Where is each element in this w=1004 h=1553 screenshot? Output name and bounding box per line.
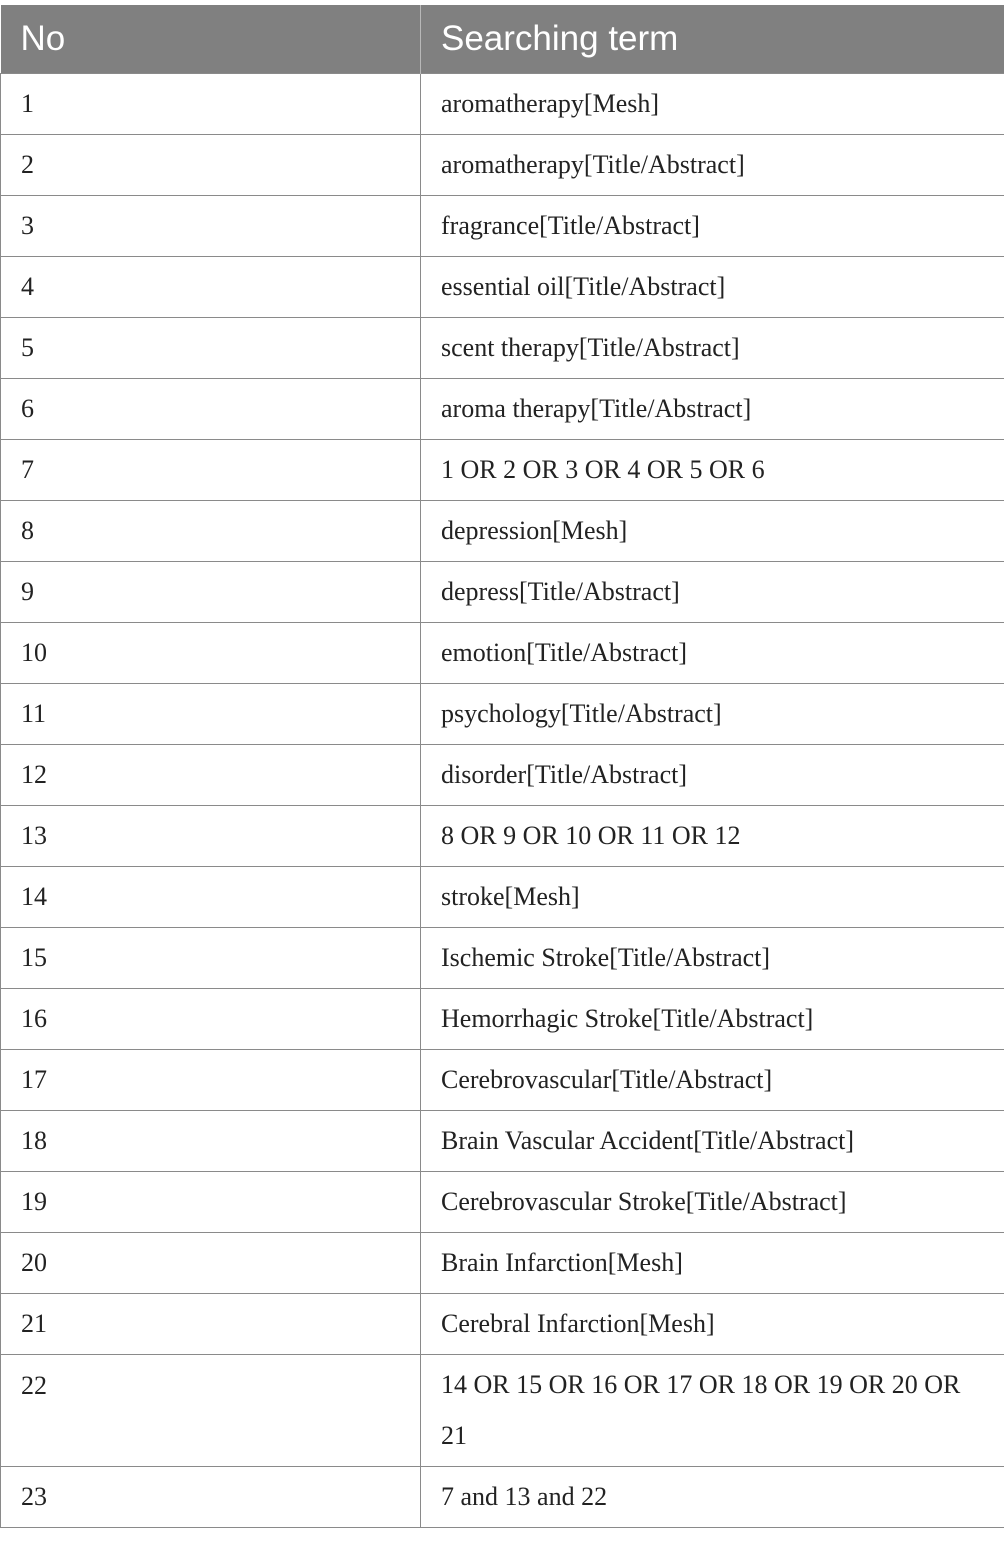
row-no: 16 <box>1 988 421 1049</box>
table-header <box>1 5 1004 73</box>
row-term: 8 OR 9 OR 10 OR 11 OR 12 <box>421 805 1004 866</box>
row-term: aroma therapy[Title/Abstract] <box>421 378 1004 439</box>
row-no: 6 <box>1 378 421 439</box>
row-term: psychology[Title/Abstract] <box>421 683 1004 744</box>
table-row <box>1 439 1004 500</box>
table-row <box>1 1049 1004 1110</box>
row-no: 10 <box>1 622 421 683</box>
row-term: aromatherapy[Title/Abstract] <box>421 134 1004 195</box>
row-no: 12 <box>1 744 421 805</box>
row-no: 21 <box>1 1293 421 1354</box>
row-term: Cerebrovascular Stroke[Title/Abstract] <box>421 1171 1004 1232</box>
row-no: 20 <box>1 1232 421 1293</box>
table-row <box>1 134 1004 195</box>
row-no: 5 <box>1 317 421 378</box>
table-row <box>1 1354 1004 1466</box>
search-terms-table <box>0 5 1004 1528</box>
row-no: 18 <box>1 1110 421 1171</box>
table-row <box>1 1232 1004 1293</box>
table-body <box>1 73 1004 1527</box>
row-no: 7 <box>1 439 421 500</box>
row-term: 1 OR 2 OR 3 OR 4 OR 5 OR 6 <box>421 439 1004 500</box>
row-term: depression[Mesh] <box>421 500 1004 561</box>
row-term: scent therapy[Title/Abstract] <box>421 317 1004 378</box>
header-row <box>1 5 1004 73</box>
row-no: 4 <box>1 256 421 317</box>
table-row <box>1 73 1004 134</box>
table-row <box>1 1171 1004 1232</box>
table-row <box>1 927 1004 988</box>
row-term: disorder[Title/Abstract] <box>421 744 1004 805</box>
row-no: 8 <box>1 500 421 561</box>
row-term: Cerebral Infarction[Mesh] <box>421 1293 1004 1354</box>
row-no: 9 <box>1 561 421 622</box>
row-term: depress[Title/Abstract] <box>421 561 1004 622</box>
table-row <box>1 317 1004 378</box>
table-row <box>1 500 1004 561</box>
row-term: Brain Vascular Accident[Title/Abstract] <box>421 1110 1004 1171</box>
row-no: 1 <box>1 73 421 134</box>
table-row <box>1 256 1004 317</box>
row-term: 14 OR 15 OR 16 OR 17 OR 18 OR 19 OR 20 OR 21 <box>421 1354 1004 1466</box>
row-no: 13 <box>1 805 421 866</box>
row-term: fragrance[Title/Abstract] <box>421 195 1004 256</box>
row-no: 23 <box>1 1466 421 1527</box>
row-no: 14 <box>1 866 421 927</box>
table-row <box>1 378 1004 439</box>
table-row <box>1 866 1004 927</box>
row-term: Cerebrovascular[Title/Abstract] <box>421 1049 1004 1110</box>
header-searching-term: Searching term <box>421 5 1004 73</box>
row-no: 2 <box>1 134 421 195</box>
row-term: 7 and 13 and 22 <box>421 1466 1004 1527</box>
table-row <box>1 744 1004 805</box>
table-row <box>1 622 1004 683</box>
table-row <box>1 683 1004 744</box>
row-term: emotion[Title/Abstract] <box>421 622 1004 683</box>
header-no: No <box>1 5 421 73</box>
table-row <box>1 988 1004 1049</box>
row-no: 17 <box>1 1049 421 1110</box>
row-term: Brain Infarction[Mesh] <box>421 1232 1004 1293</box>
row-no: 22 <box>1 1354 421 1466</box>
row-no: 11 <box>1 683 421 744</box>
row-no: 15 <box>1 927 421 988</box>
table-row <box>1 561 1004 622</box>
table-row <box>1 195 1004 256</box>
row-no: 3 <box>1 195 421 256</box>
row-term: essential oil[Title/Abstract] <box>421 256 1004 317</box>
row-no: 19 <box>1 1171 421 1232</box>
row-term: Hemorrhagic Stroke[Title/Abstract] <box>421 988 1004 1049</box>
row-term: stroke[Mesh] <box>421 866 1004 927</box>
table-row <box>1 1293 1004 1354</box>
table-row <box>1 805 1004 866</box>
row-term: aromatherapy[Mesh] <box>421 73 1004 134</box>
table-row <box>1 1466 1004 1527</box>
row-term: Ischemic Stroke[Title/Abstract] <box>421 927 1004 988</box>
table-row <box>1 1110 1004 1171</box>
